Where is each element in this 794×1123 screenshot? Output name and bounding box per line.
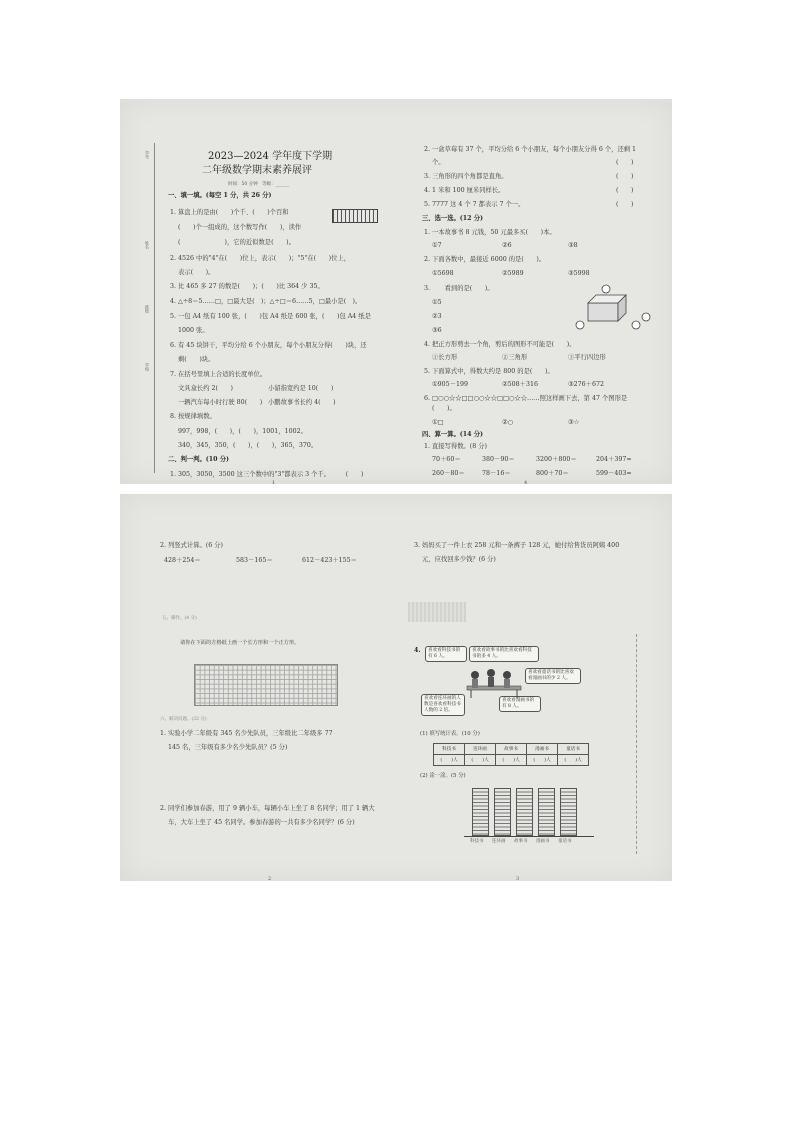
q7-item-4: 小鹏故事书长约 4( )	[268, 399, 336, 406]
vertical-calc-1: 428＋254＝	[164, 557, 201, 564]
judge-5: 5. 7777 这 4 个 7 都表示 7 个一。	[424, 201, 525, 208]
q7-item-3: 一辆汽车每小时行驶 80( )	[178, 399, 263, 406]
blank-bar-fairy[interactable]	[560, 788, 577, 836]
q3: 3. 比 465 多 27 的数是( )；( )比 364 少 35。	[170, 283, 324, 290]
choice-5: 5. 下面算式中，得数大约是 800 的是( )。	[424, 368, 554, 375]
blank-bar-story[interactable]	[516, 788, 533, 836]
bar-chart-axis	[464, 836, 594, 837]
q2-line-a: 2. 4526 中的"4"在( )位上，表示( )；"5"在( )位上，	[170, 255, 351, 262]
judge-1: 1. 305，3050，3500 这三个数中的"3"都表示 3 个千。 ( )	[170, 471, 364, 478]
section-2-heading: 二、判一判。(10 分)	[168, 456, 229, 463]
table-cell-fairy[interactable]: ( )人	[558, 755, 589, 766]
choice-1-opt-2: ②6	[502, 242, 512, 249]
q2-line-b: 表示( )。	[178, 269, 215, 276]
blank-bar-comic-strip[interactable]	[494, 788, 511, 836]
statistics-table	[433, 743, 589, 766]
word-problem-1-line-a: 1. 实验小学二年级有 345 名少先队员，三年级比二年级多 77	[160, 730, 333, 737]
margin-line	[636, 634, 637, 854]
exam-photo-bottom	[120, 494, 672, 881]
choice-6-opt-1: ①□	[432, 419, 444, 426]
draw-instruction: 请你在下面的方格纸上画一个长方形和一个正方形。	[180, 640, 300, 646]
bar-label-fairy: 童话书	[558, 839, 572, 844]
q4: 4. △÷8＝5……□，□最大是( )；△÷□＝6……5，□最小是( )。	[170, 298, 362, 305]
q5-line-b: 1000 张。	[178, 327, 209, 334]
judge-5-paren: ( )	[616, 201, 634, 208]
word-problem-4-number: 4.	[414, 647, 421, 654]
mental-calc-heading: 1. 直接写得数。(8 分)	[424, 443, 488, 450]
time-info: 时间：50 分钟 等级：______	[228, 182, 290, 187]
calc-r1-c2: 380－90＝	[482, 456, 515, 463]
page-number-4: 4	[524, 480, 528, 484]
grid-paper[interactable]	[194, 664, 338, 706]
exam-title-line2: 二年级数学期末素养展评	[202, 165, 312, 176]
vertical-calc-3: 612－423＋155＝	[302, 557, 357, 564]
choice-6-opt-3: ③☆	[568, 419, 580, 426]
choice-5-opt-2: ②508＋316	[502, 381, 538, 388]
blank-bar-chart	[472, 786, 584, 836]
section-6-heading: 六、解决问题。(32 分)	[160, 717, 207, 722]
choice-5-opt-3: ③276＋672	[568, 381, 604, 388]
binding-line	[154, 143, 155, 473]
choice-4-opt-3: ③平行四边形	[568, 354, 606, 361]
word-problem-3-line-b: 元，应找回多少钱？(6 分)	[422, 556, 496, 563]
calc-r2-c3: 800＋70＝	[536, 470, 569, 477]
paint-heading: (2) 涂一涂。(5 分)	[420, 773, 466, 779]
calc-r1-c3: 3200＋800＝	[536, 456, 577, 463]
choice-3-opt-3: ③6	[432, 327, 442, 334]
fill-table-heading: (1) 填写统计表。(10 分)	[420, 731, 480, 737]
bar-label-story: 故事书	[514, 839, 528, 844]
choice-4: 4. 把正方形剪去一个角，剪后的图形不可能是( )。	[424, 341, 576, 348]
table-header-fairy: 童话书	[558, 744, 589, 755]
table-cell-comic-strip[interactable]: ( )人	[465, 755, 496, 766]
judge-3: 3. 三角形的四个角都是直角。	[424, 173, 508, 180]
choice-5-opt-1: ①905－199	[432, 381, 468, 388]
q6-line-b: 剩( )块。	[178, 356, 215, 363]
table-header-science: 科技书	[434, 744, 465, 755]
choice-1: 1. 一本故事书 8 元钱，50 元最多买( )本。	[424, 229, 556, 236]
choice-6-line-a: 6. □○○☆☆□□○○☆☆□□○☆☆……照这样画下去，第 47 个图形是	[424, 395, 628, 402]
q1-line-c: ( )，它的近似数是( )。	[178, 239, 295, 246]
page-number-3: 3	[516, 876, 520, 881]
page-number-1: 1	[272, 480, 276, 484]
judge-3-paren: ( )	[616, 173, 634, 180]
reading-scene-illustration	[425, 646, 575, 718]
section-4-heading: 四、算一算。(14 分)	[422, 431, 483, 438]
section-3-heading: 三、选一选。(12 分)	[422, 215, 483, 222]
choice-4-opt-2: ②三角形	[502, 354, 528, 361]
side-label-name: 姓名	[145, 241, 150, 249]
word-problem-2-line-a: 2. 同学们参加春游，用了 9 辆小车，每辆小车上坐了 8 名同学；用了 1 辆大	[160, 805, 375, 812]
exam-photo-top	[120, 99, 672, 484]
word-problem-2-line-b: 车，大车上坐了 45 名同学。参加春游的一共有多少名同学？(6 分)	[168, 819, 355, 826]
word-problem-1-line-b: 145 名，三年级有多少名少先队员？(5 分)	[168, 744, 288, 751]
page-number-2: 2	[268, 876, 272, 881]
judge-4-paren: ( )	[616, 187, 634, 194]
blank-bar-manga[interactable]	[538, 788, 555, 836]
q1-line-a: 1. 算盘上的是由( )个千、( )个百和	[170, 209, 289, 216]
bar-label-manga: 漫画书	[536, 839, 550, 844]
calc-r2-c2: 78－16＝	[482, 470, 511, 477]
view-shapes-image	[570, 281, 658, 337]
bar-label-science: 科技书	[470, 839, 484, 844]
section-5-heading: 五、操作。(4 分)	[162, 616, 197, 621]
bubble-story: 喜欢看故事书的比喜欢看科技书的多 4 人。	[469, 646, 539, 662]
q7-item-1: 文具盒长约 2( )	[178, 385, 233, 392]
q7-item-2: 小貂指宽约是 10( )	[268, 385, 334, 392]
side-label-id: 学号	[145, 151, 150, 159]
q7: 7. 在括号里填上合适的长度单位。	[170, 371, 267, 378]
calc-r1-c4: 204＋397≈	[596, 456, 632, 463]
exam-title-line1: 2023—2024 学年度下学期	[208, 151, 333, 162]
choice-3: 3. 看到的是( )。	[424, 285, 494, 292]
q8-row-1: 997，998，( )，( )，1001，1002。	[178, 428, 307, 435]
choice-1-opt-1: ①7	[432, 242, 442, 249]
judge-2-line-b: 个。	[432, 159, 445, 166]
choice-2-opt-1: ①5698	[432, 270, 454, 277]
table-header-story: 故事书	[496, 744, 527, 755]
children-reading-icon	[461, 666, 527, 700]
side-label-school: 学校	[145, 363, 150, 371]
blank-bar-science[interactable]	[472, 788, 489, 836]
q6-line-a: 6. 有 45 块饼干，平均分给 6 个小朋友，每个小朋友分得( )块，还	[170, 342, 367, 349]
table-header-comic-strip: 连环画	[465, 744, 496, 755]
choice-2-opt-3: ③5998	[568, 270, 590, 277]
q1-line-b: ( )个一组成的，这个数写作( )，读作	[178, 224, 302, 231]
q5-line-a: 5. 一包 A4 纸有 100 张，( )包 A4 纸是 600 张，( )包 A4 纸是	[170, 313, 371, 320]
section-1-heading: 一、填一填。(每空 1 分，共 26 分)	[168, 192, 272, 199]
choice-3-opt-2: ②3	[432, 313, 442, 320]
calc-r1-c1: 70＋60＝	[432, 456, 461, 463]
bubble-fairy: 喜欢看童话书的比喜欢看漫画书的少 2 人。	[525, 668, 581, 684]
bar-label-comic-strip: 连环画	[492, 839, 506, 844]
table-header-manga: 漫画书	[527, 744, 558, 755]
abacus-image	[332, 209, 378, 223]
judge-4: 4. 1 米和 100 厘米同样长。	[424, 187, 505, 194]
q8: 8. 按规律填数。	[170, 413, 216, 420]
choice-4-opt-1: ①长方形	[432, 354, 458, 361]
bubble-manga: 喜欢看漫画书的有 8 人。	[499, 696, 541, 712]
table-cell-manga[interactable]: ( )人	[527, 755, 558, 766]
vertical-calc-heading: 2. 列竖式计算。(6 分)	[160, 542, 224, 549]
q8-row-2: 340，345，350，( )，( )，365，370。	[178, 442, 318, 449]
word-problem-3-line-a: 3. 妈妈买了一件上衣 258 元和一条裤子 128 元，她付给售货员阿姨 400	[414, 542, 620, 549]
calc-r2-c1: 260－80＝	[432, 470, 465, 477]
side-label-class: 班级	[145, 305, 150, 313]
vertical-calc-2: 583－165＝	[236, 557, 273, 564]
table-cell-story[interactable]: ( )人	[496, 755, 527, 766]
judge-2-line-a: 2. 一盒草莓有 37 个，平均分给 6 个小朋友，每个小朋友分得 6 个，还剩 1	[424, 146, 637, 153]
choice-6-line-b: ( )。	[432, 405, 456, 412]
table-cell-science[interactable]: ( )人	[434, 755, 465, 766]
faded-print-through	[408, 602, 466, 622]
choice-1-opt-3: ③8	[568, 242, 578, 249]
judge-2-paren: ( )	[616, 159, 634, 166]
choice-2: 2. 下面各数中，最接近 6000 的是( )。	[424, 256, 546, 263]
bubble-science: 喜欢看科技书的有 6 人。	[425, 646, 467, 662]
choice-2-opt-2: ②5989	[502, 270, 524, 277]
bubble-comic-strip: 喜欢看连环画的人数是喜欢看科技书人数的 2 倍。	[421, 694, 465, 716]
choice-6-opt-2: ②○	[502, 419, 514, 426]
choice-3-opt-1: ①5	[432, 299, 442, 306]
calc-r2-c4: 599－403≈	[596, 470, 632, 477]
